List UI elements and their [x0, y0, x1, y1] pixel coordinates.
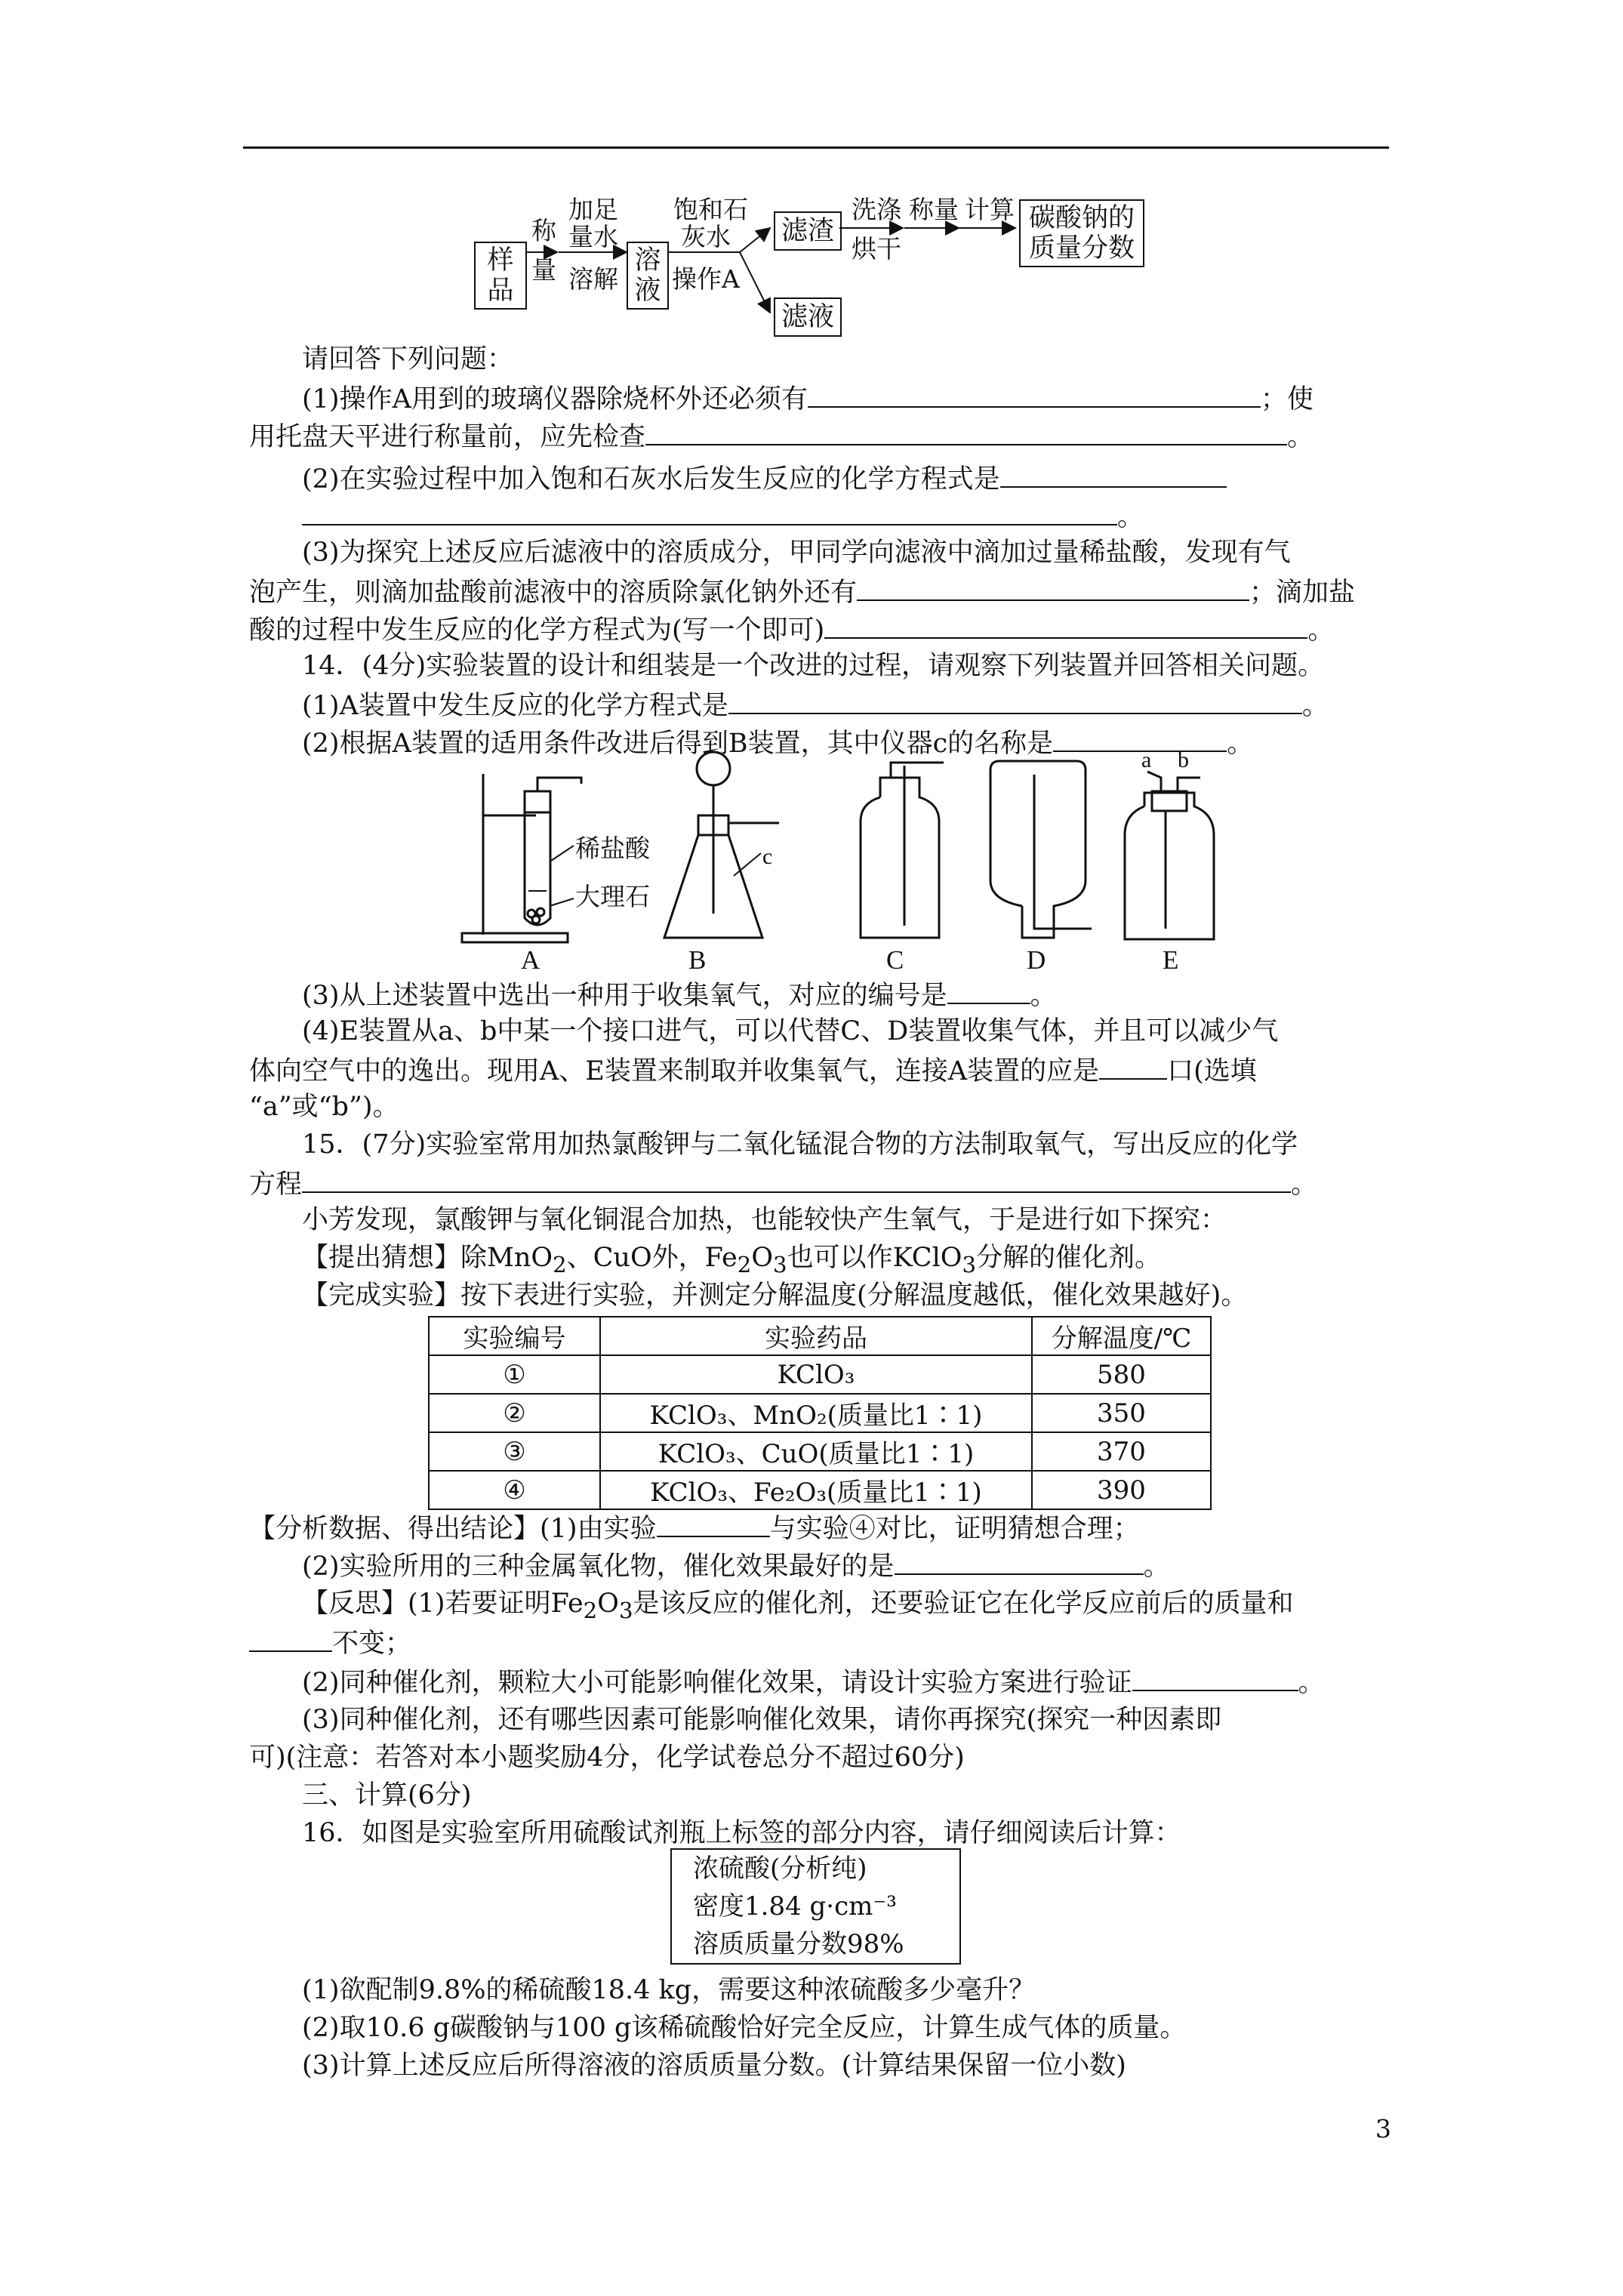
delivery-tube-a [537, 778, 581, 791]
sample-box [474, 242, 527, 310]
q1-line-2 [249, 415, 1397, 457]
bottle-d [990, 761, 1086, 938]
c-label: c [762, 844, 773, 869]
q14-1-text-a: (1)A装置中发生反应的化学方程式是 [302, 691, 728, 721]
result-line-2: 质量分数 [1028, 233, 1135, 264]
hyp-tag: 【提出猜想】 [302, 1243, 461, 1273]
q2-line-1 [302, 458, 1397, 499]
sub: 3 [962, 1252, 977, 1277]
q14-2-text-b: 。 [1227, 729, 1254, 759]
table-cell: ② [429, 1394, 600, 1432]
sub: 2 [737, 1252, 752, 1277]
q14-4-text-c: 口(选填 [1167, 1056, 1257, 1086]
page-number: 3 [1375, 2114, 1391, 2143]
test-tube-a [525, 812, 550, 925]
marble-piece [537, 908, 544, 916]
stopper-a [525, 791, 550, 812]
q14-1-text-b: 。 [1301, 691, 1329, 721]
answer-blank [249, 1622, 332, 1652]
table-cell: 370 [1032, 1432, 1211, 1471]
hyp-mid2: O [751, 1243, 774, 1273]
flowchart [468, 195, 1170, 346]
ref1-text-b: O [597, 1589, 619, 1619]
reflect-line-5: 可)(注意：若答对本小题奖励4分，化学试卷总分不超过60分) [249, 1743, 965, 1773]
weigh-label: 称量 [909, 195, 959, 224]
sub: 2 [583, 1598, 598, 1623]
experiment-line: 【完成实验】按下表进行实验，并测定分解温度(分解温度越低，催化效果越好)。 [302, 1281, 1248, 1311]
label-a: A [521, 945, 540, 975]
section-3-heading: 三、计算(6分) [302, 1780, 472, 1811]
table-cell: KClO₃、CuO(质量比1∶1) [600, 1432, 1032, 1471]
tube-e-a [1147, 772, 1161, 793]
step2-top-2: 量水 [568, 222, 618, 251]
bottle-c [861, 778, 939, 938]
table-cell: ③ [429, 1432, 600, 1471]
ana-text-b: 与实验④对比，证明猜想合理； [769, 1514, 1140, 1544]
filtrate-box: 滤液 [774, 297, 842, 337]
table-header: 实验药品 [600, 1317, 1032, 1355]
q2-line-2 [302, 495, 1397, 537]
marble-label: 大理石 [575, 882, 650, 911]
step2-top-1: 加足 [568, 195, 618, 224]
solution-text-1: 溶 [634, 245, 661, 276]
acid-label: 稀盐酸 [575, 834, 650, 863]
table-cell: 390 [1032, 1471, 1211, 1509]
table-cell: KClO₃ [600, 1355, 1032, 1394]
q14-3-text-b: 。 [1030, 981, 1057, 1011]
q2-text-a: (2)在实验过程中加入饱和石灰水后发生反应的化学方程式是 [302, 464, 1000, 495]
step3-top-1: 饱和石 [673, 195, 748, 224]
q3-text-e: 。 [1307, 615, 1335, 646]
reflect-line-2 [249, 1622, 1397, 1663]
q14-4-line-2 [249, 1049, 1397, 1091]
table-cell: ① [429, 1355, 600, 1394]
intro-line: 请回答下列问题： [302, 344, 514, 374]
experiment-table [428, 1316, 1212, 1510]
step3-top-2: 灰水 [681, 222, 731, 251]
tube-c-out [891, 763, 944, 778]
answer-blank [947, 974, 1030, 1004]
answer-blank [657, 1507, 770, 1537]
hyp-mid3: 也可以作KClO [787, 1243, 962, 1273]
q3-text-b: 泡产生，则滴加盐酸前滤液中的溶质除氯化钠外还有 [249, 578, 858, 608]
calc-label: 计算 [965, 195, 1015, 224]
table-header-row [429, 1317, 1211, 1355]
q3-line-3 [249, 609, 1397, 650]
table-row [429, 1432, 1211, 1471]
q14-line: 14．(4分)实验装置的设计和组装是一个改进的过程，请观察下列装置并回答相关问题。 [302, 651, 1325, 681]
analysis-line-1 [249, 1507, 1397, 1549]
answer-blank [824, 609, 1307, 639]
step1-top: 称 [531, 216, 556, 245]
label-e: E [1163, 945, 1179, 975]
table-cell: 350 [1032, 1394, 1211, 1432]
answer-blank [895, 1545, 1144, 1575]
residue-box: 滤渣 [774, 211, 842, 251]
q14-3-line [302, 974, 1397, 1015]
answer-blank [808, 378, 1261, 408]
q14-2-text-a: (2)根据A装置的适用条件改进后得到B装置，其中仪器c的名称是 [302, 729, 1054, 759]
top-rule [243, 146, 1389, 149]
reflect-line-4: (3)同种催化剂，还有哪些因素可能影响催化效果，请你再探究(探究一种因素即 [302, 1705, 1222, 1735]
answer-blank [302, 1163, 1291, 1193]
q1-line-1 [302, 378, 1397, 419]
ana-text-a: 【分析数据、得出结论】(1)由实验 [249, 1514, 657, 1544]
marble-piece [532, 916, 540, 923]
sub: 3 [773, 1252, 787, 1277]
sample-text-1: 样 [487, 245, 514, 276]
b-label: b [1178, 747, 1189, 772]
stopper-e [1152, 791, 1187, 811]
acid-pointer [551, 846, 574, 861]
q14-3-text-a: (3)从上述装置中选出一种用于收集氧气，对应的编号是 [302, 981, 947, 1011]
table-row [429, 1471, 1211, 1509]
q16-2-line: (2)取10.6 g碳酸钠与100 g该稀硫酸恰好完全反应，计算生成气体的质量。 [302, 2013, 1187, 2043]
step3-bottom: 操作A [672, 264, 740, 294]
reagent-label-line-3: 溶质质量分数98% [693, 1929, 904, 1959]
q3-text-d: 酸的过程中发生反应的化学方程式为(写一个即可) [249, 615, 825, 646]
reagent-label-line-1: 浓硫酸(分析纯) [693, 1854, 867, 1884]
table-cell: KClO₃、MnO₂(质量比1∶1) [600, 1394, 1032, 1432]
marble-pointer [550, 898, 574, 906]
table-cell: 580 [1032, 1355, 1211, 1394]
result-box [1019, 199, 1144, 267]
q1-text-c: 用托盘天平进行称量前，应先检查 [249, 422, 646, 452]
solution-text-2: 液 [634, 276, 661, 306]
q15-text-b: 方程 [249, 1170, 303, 1200]
q15-line-3: 小芳发现，氯酸钾与氧化铜混合加热，也能较快产生氧气，于是进行如下探究： [302, 1205, 1227, 1235]
analysis-line-2 [302, 1545, 1397, 1586]
step2-bottom: 溶解 [568, 264, 618, 294]
q16-line: 16．如图是实验室所用硫酸试剂瓶上标签的部分内容，请仔细阅读后计算： [302, 1818, 1181, 1848]
q14-4-text-b: 体向空气中的逸出。现用A、E装置来制取并收集氧气，连接A装置的应是 [249, 1056, 1100, 1086]
ref2-text-a: (2)同种催化剂，颗粒大小可能影响催化效果，请设计实验方案进行验证 [302, 1668, 1132, 1698]
q1-text-d: 。 [1287, 422, 1314, 452]
answer-blank [1000, 458, 1227, 488]
label-c: C [886, 945, 904, 975]
label-b: B [688, 945, 707, 975]
ana2-text-a: (2)实验所用的三种金属氧化物，催化效果最好的是 [302, 1552, 895, 1582]
apparatus-drawing [453, 747, 1223, 982]
solution-box [627, 242, 669, 310]
sub: 3 [618, 1598, 633, 1623]
answer-blank [857, 571, 1249, 601]
q15-text-c: 。 [1291, 1170, 1318, 1200]
q1-text-b: ；使 [1260, 384, 1313, 415]
label-d: D [1027, 945, 1046, 975]
table-header: 实验编号 [429, 1317, 600, 1355]
answer-blank [645, 415, 1287, 445]
hyp-post: 分解的催化剂。 [976, 1243, 1162, 1273]
q3-line-1: (3)为探究上述反应后滤液中的溶质成分，甲同学向滤液中滴加过量稀盐酸，发现有气 [302, 538, 1291, 568]
reagent-label [670, 1848, 961, 1965]
a-label: a [1141, 747, 1152, 772]
ref2-text-b: 。 [1298, 1668, 1325, 1698]
table-cell: ④ [429, 1471, 600, 1509]
q3-line-2 [249, 571, 1397, 612]
q15-line-2 [249, 1163, 1397, 1204]
q16-3-line: (3)计算上述反应后所得溶液的溶质质量分数。(计算结果保留一位小数) [302, 2051, 1126, 2081]
table-cell: KClO₃、Fe₂O₃(质量比1∶1) [600, 1471, 1032, 1509]
table-row [429, 1355, 1211, 1394]
answer-blank [1099, 1049, 1167, 1080]
result-line-1: 碳酸钠的 [1028, 203, 1135, 233]
table-row [429, 1394, 1211, 1432]
answer-blank [728, 684, 1302, 714]
funnel-bulb [697, 752, 730, 785]
sub: 2 [553, 1252, 567, 1277]
hyp-pre: 除MnO [460, 1243, 553, 1273]
wash-bottom: 烘干 [852, 234, 901, 264]
apparatus-figure [453, 747, 1223, 982]
reflect-line-3 [302, 1661, 1397, 1703]
q14-4-line-1: (4)E装置从a、b中某一个接口进气，可以代替C、D装置收集气体，并且可以减少气 [302, 1016, 1279, 1046]
answer-blank [1132, 1661, 1298, 1691]
bottle-e [1125, 793, 1214, 939]
q16-1-line: (1)欲配制9.8%的稀硫酸18.4 kg，需要这种浓硫酸多少毫升？ [302, 1975, 1036, 2005]
q2-text-b: 。 [1117, 502, 1144, 532]
ref1-text-c: 是该反应的催化剂，还要验证它在化学反应前后的质量和 [633, 1589, 1294, 1619]
q14-1-line [302, 684, 1397, 726]
q15-line-1: 15．(7分)实验室常用加热氯酸钾与二氧化锰混合物的方法制取氧气，写出反应的化学 [302, 1130, 1298, 1160]
table-header: 分解温度/℃ [1032, 1317, 1211, 1355]
tube-d [1034, 775, 1092, 929]
stand-base [462, 933, 568, 942]
step1-bottom: 量 [531, 255, 556, 285]
ana2-text-b: 。 [1143, 1552, 1170, 1582]
sample-text-2: 品 [487, 276, 514, 306]
answer-blank [302, 495, 1117, 525]
reagent-label-line-2: 密度1.84 g·cm⁻³ [693, 1891, 897, 1922]
ref1-text-a: 【反思】(1)若要证明Fe [302, 1589, 584, 1619]
hyp-mid1: 、CuO外，Fe [566, 1243, 738, 1273]
q3-text-c: ；滴加盐 [1249, 578, 1356, 608]
wash-top: 洗涤 [852, 195, 901, 224]
q1-text-a: (1)操作A用到的玻璃仪器除烧杯外还必须有 [302, 384, 808, 415]
q14-4-line-3: “a”或“b”)。 [249, 1092, 399, 1122]
ref1-text-d: 不变； [332, 1629, 412, 1659]
